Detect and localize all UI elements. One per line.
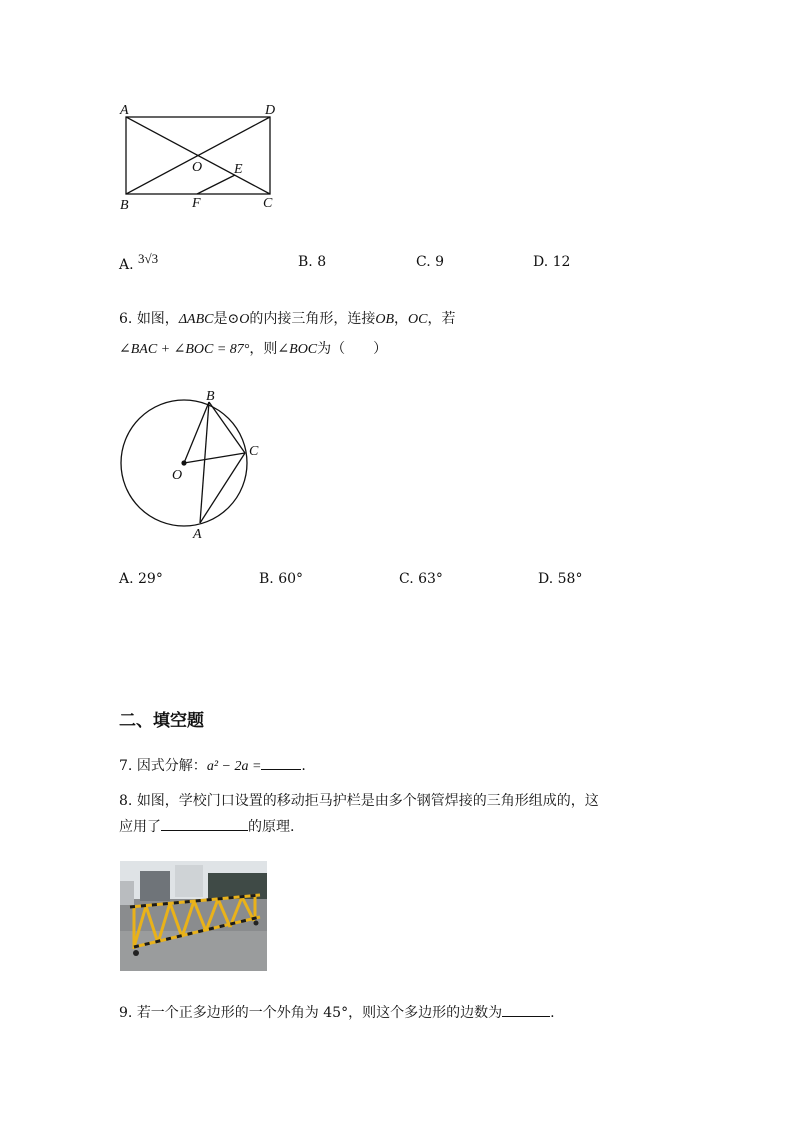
label-a: A <box>120 103 129 118</box>
q5-option-a-prefix: A. <box>119 257 134 273</box>
q6-expression: ∠BAC + ∠BOC = 87° <box>119 342 250 357</box>
label-e: E <box>234 162 243 177</box>
q6-target-angle: ∠BOC <box>277 342 318 357</box>
q6-triangle: ΔABC <box>178 312 214 327</box>
q6-option-a: A. 29° <box>119 571 163 587</box>
q7-text <box>119 755 306 777</box>
q8-line2-end: 的原理. <box>248 819 295 835</box>
q6-mid2: 的内接三角形，连接 <box>249 311 376 327</box>
center-point <box>181 460 186 465</box>
label-c: C <box>249 444 259 459</box>
q8-answer-blank[interactable] <box>161 816 248 831</box>
q6-line2-mid: ，则 <box>249 341 278 357</box>
q8-line2-start: 应用了 <box>119 819 161 835</box>
circle-figure <box>110 385 280 545</box>
label-d: D <box>265 103 276 118</box>
q6-circle: ⊙O <box>227 312 250 327</box>
q6-comma: ， <box>394 311 408 327</box>
q6-stem-line1 <box>119 309 455 330</box>
q6-ob: OB <box>375 312 394 327</box>
q9-period: . <box>550 1005 555 1021</box>
q8-line1 <box>119 791 599 811</box>
q6-oc: OC <box>408 312 428 327</box>
segment-bc <box>209 402 245 453</box>
q7-prompt: 因式分解： <box>136 758 207 774</box>
q8-line1-text: 如图，学校门口设置的移动拒马护栏是由多个钢管焊接的三角形组成的，这 <box>136 793 599 809</box>
label-o: O <box>172 468 183 483</box>
q7-number: 7. <box>119 758 133 774</box>
q5-option-b: B. 8 <box>298 254 327 270</box>
label-b: B <box>206 389 215 404</box>
label-a: A <box>193 527 202 542</box>
q8-line2 <box>119 816 294 837</box>
q6-mid1: 是 <box>213 311 228 327</box>
q6-end1: ，若 <box>427 311 456 327</box>
q5-option-d: D. 12 <box>533 254 571 270</box>
q7-period: . <box>301 758 306 774</box>
q6-option-c: C. 63° <box>399 571 443 587</box>
label-c: C <box>263 196 273 211</box>
q7-expression: a² − 2a = <box>206 759 262 774</box>
q9-text <box>119 1002 555 1023</box>
q8-number: 8. <box>119 793 133 809</box>
q6-option-d: D. 58° <box>538 571 583 587</box>
q6-option-b: B. 60° <box>259 571 304 587</box>
q5-option-a <box>119 251 159 275</box>
q5-option-c: C. 9 <box>416 254 445 270</box>
label-b: B <box>120 198 129 213</box>
section-heading-fill-blank: 二、填空题 <box>119 711 204 731</box>
q9-answer-blank[interactable] <box>502 1002 550 1017</box>
rectangle-figure <box>110 100 290 215</box>
segment-ef <box>197 175 235 194</box>
q6-intro: 如图， <box>136 311 179 327</box>
q5-option-a-value: 3√3 <box>138 251 159 266</box>
q6-stem-line2 <box>119 339 387 360</box>
q6-line2-end: 为（ ） <box>317 341 388 357</box>
q7-answer-blank[interactable] <box>261 755 301 770</box>
q9-number: 9. <box>119 1005 133 1021</box>
label-f: F <box>192 196 201 211</box>
label-o: O <box>192 160 203 175</box>
barrier-photo <box>120 861 267 971</box>
segment-oc <box>184 453 245 463</box>
q6-number: 6. <box>119 311 133 327</box>
q9-prompt: 若一个正多边形的一个外角为 45°，则这个多边形的边数为 <box>136 1005 503 1021</box>
